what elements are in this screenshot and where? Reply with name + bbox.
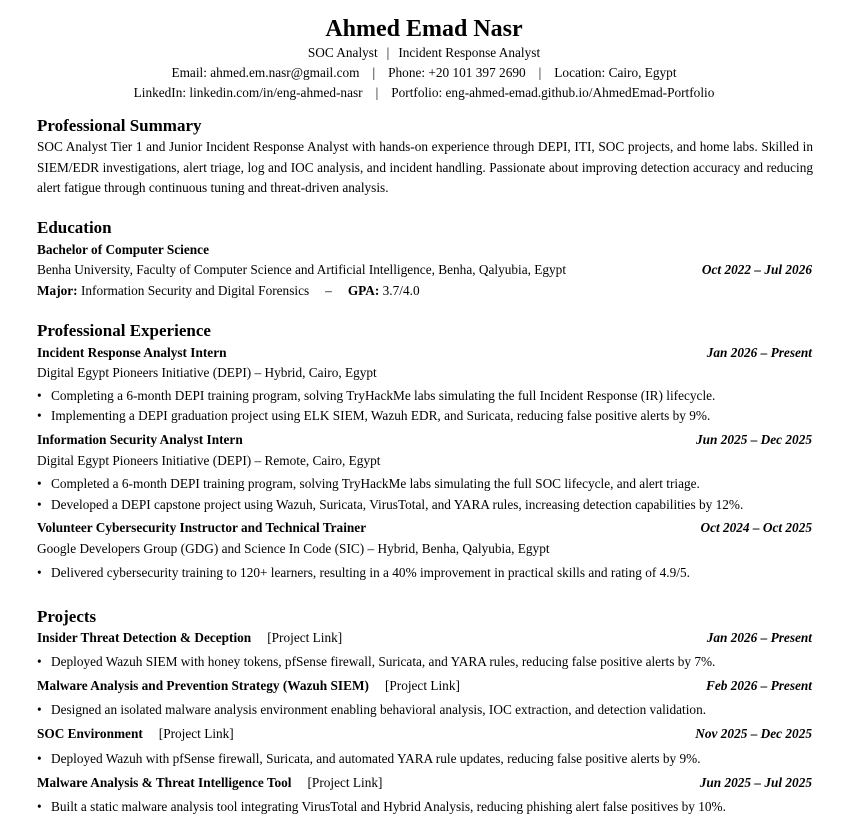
project-dates: Jan 2026 – Present [706,630,812,645]
bullet-text: Completed a 6-month DEPI training program, solving TryHackMe labs simulating the full SOC lifecycle, and alert triage. [51,476,700,491]
project-link[interactable]: [Project Link] [384,678,460,693]
project-title-line [37,676,812,696]
project-bullet [37,797,726,817]
experience-bullet [37,474,700,494]
summary-heading: Professional Summary [37,116,202,135]
portfolio-link[interactable]: Portfolio: eng-ahmed-emad.github.io/AhmedEmad-Portfolio [391,85,715,100]
project-name: SOC Environment [37,726,143,741]
contact-phone: Phone: +20 101 397 2690 [388,65,526,80]
project-dates: Jun 2025 – Jul 2025 [699,775,812,790]
experience-bullet [37,563,690,583]
bullet-mark: • [37,476,42,491]
experience-bullet [37,386,715,406]
bullet-mark: • [37,702,42,717]
experience-org: Digital Egypt Pioneers Initiative (DEPI) – Remote, Cairo, Egypt [37,453,381,468]
projects-heading: Projects [37,607,97,626]
contact-line [0,64,848,82]
education-school: Benha University, Faculty of Computer Science and Artificial Intelligence, Benha, Qalyubia, Egypt [37,262,567,277]
bullet-mark: • [37,565,42,580]
education-dates: Oct 2022 – Jul 2026 [701,262,812,277]
project-title-line [37,628,812,648]
experience-dates: Jan 2026 – Present [706,345,812,360]
bullet-text: Delivered cybersecurity training to 120+ learners, resulting in a 40% improvement in practical skills and rating of 4.9/5. [51,565,690,580]
bullet-mark: • [37,408,42,423]
title-soc-analyst: SOC Analyst [307,45,378,60]
project-link[interactable]: [Project Link] [158,726,234,741]
education-major-line [37,281,812,301]
project-dates: Feb 2026 – Present [706,678,812,693]
bullet-text: Designed an isolated malware analysis environment enabling behavioral analysis, IOC extraction, and detection validation. [51,702,707,717]
experience-org: Digital Egypt Pioneers Initiative (DEPI) – Hybrid, Cairo, Egypt [37,365,377,380]
contact-location: Location: Cairo, Egypt [554,65,677,80]
gpa-value: 3.7/4.0 [382,283,420,298]
bullet-mark: • [37,751,42,766]
title-separator: | [386,45,390,60]
links-separator: | [375,85,379,100]
links-line [0,84,848,102]
contact-separator: | [372,65,376,80]
bullet-text: Developed a DEPI capstone project using Wazuh, Suricata, VirusTotal, and YARA rules, increasing detection capabilities by 12%. [51,497,744,512]
bullet-mark: • [37,654,42,669]
contact-separator: | [538,65,542,80]
contact-email[interactable]: Email: ahmed.em.nasr@gmail.com [171,65,360,80]
education-heading: Education [37,218,112,237]
major-gpa-separator: – [325,283,332,298]
gpa-label: GPA: [347,283,380,298]
bullet-text: Completing a 6-month DEPI training program, solving TryHackMe labs simulating the full Incident Response (IR) lifecycle. [51,388,716,403]
linkedin-link[interactable]: LinkedIn: linkedin.com/in/eng-ahmed-nasr [133,85,363,100]
project-name: Malware Analysis & Threat Intelligence Tool [37,775,292,790]
experience-heading: Professional Experience [37,321,211,340]
bullet-mark: • [37,388,42,403]
major-value: Information Security and Digital Forensics [80,283,310,298]
bullet-text: Deployed Wazuh with pfSense firewall, Suricata, and automated YARA rule updates, reducing false positive alerts by 9%. [51,751,701,766]
project-dates: Nov 2025 – Dec 2025 [695,726,812,741]
project-bullet [37,700,706,720]
project-name: Malware Analysis and Prevention Strategy (Wazuh SIEM) [37,678,369,693]
experience-role: Information Security Analyst Intern [37,432,243,447]
bullet-mark: • [37,497,42,512]
project-bullet [37,749,701,769]
education-degree: Bachelor of Computer Science [37,242,209,257]
major-label: Major: [37,283,78,298]
experience-dates: Oct 2024 – Oct 2025 [700,520,812,535]
resume-titles [0,44,848,62]
experience-bullet [37,495,743,515]
experience-bullet [37,406,710,426]
experience-role: Volunteer Cybersecurity Instructor and Technical Trainer [37,520,367,535]
experience-org: Google Developers Group (GDG) and Science In Code (SIC) – Hybrid, Benha, Qalyubia, Egypt [37,541,550,556]
resume-name: Ahmed Emad Nasr [325,16,523,42]
experience-role: Incident Response Analyst Intern [37,345,227,360]
project-bullet [37,652,715,672]
experience-dates: Jun 2025 – Dec 2025 [696,432,812,447]
project-link[interactable]: [Project Link] [307,775,383,790]
bullet-text: Deployed Wazuh SIEM with honey tokens, pfSense firewall, Suricata, and YARA rules, reducing false positive alerts by 7%. [51,654,716,669]
summary-text: SOC Analyst Tier 1 and Junior Incident Response Analyst with hands-on experience through DEPI, ITI, SOC projects, and home labs. Skilled in SIEM/EDR investigations, alert triage, log and IOC analysis, and incident handling. Passionate about improving detection accuracy and reducing alert fatigue through continuous tuning and threat-driven analysis. [37,139,813,195]
project-link[interactable]: [Project Link] [267,630,343,645]
bullet-text: Implementing a DEPI graduation project using ELK SIEM, Wazuh EDR, and Suricata, reducing false positive alerts by 9%. [51,408,711,423]
bullet-mark: • [37,799,42,814]
project-title-line [37,773,812,793]
bullet-text: Built a static malware analysis tool integrating VirusTotal and Hybrid Analysis, reducing phishing alert false positives by 10%. [51,799,726,814]
project-name: Insider Threat Detection & Deception [37,630,252,645]
title-ir-analyst: Incident Response Analyst [398,45,541,60]
